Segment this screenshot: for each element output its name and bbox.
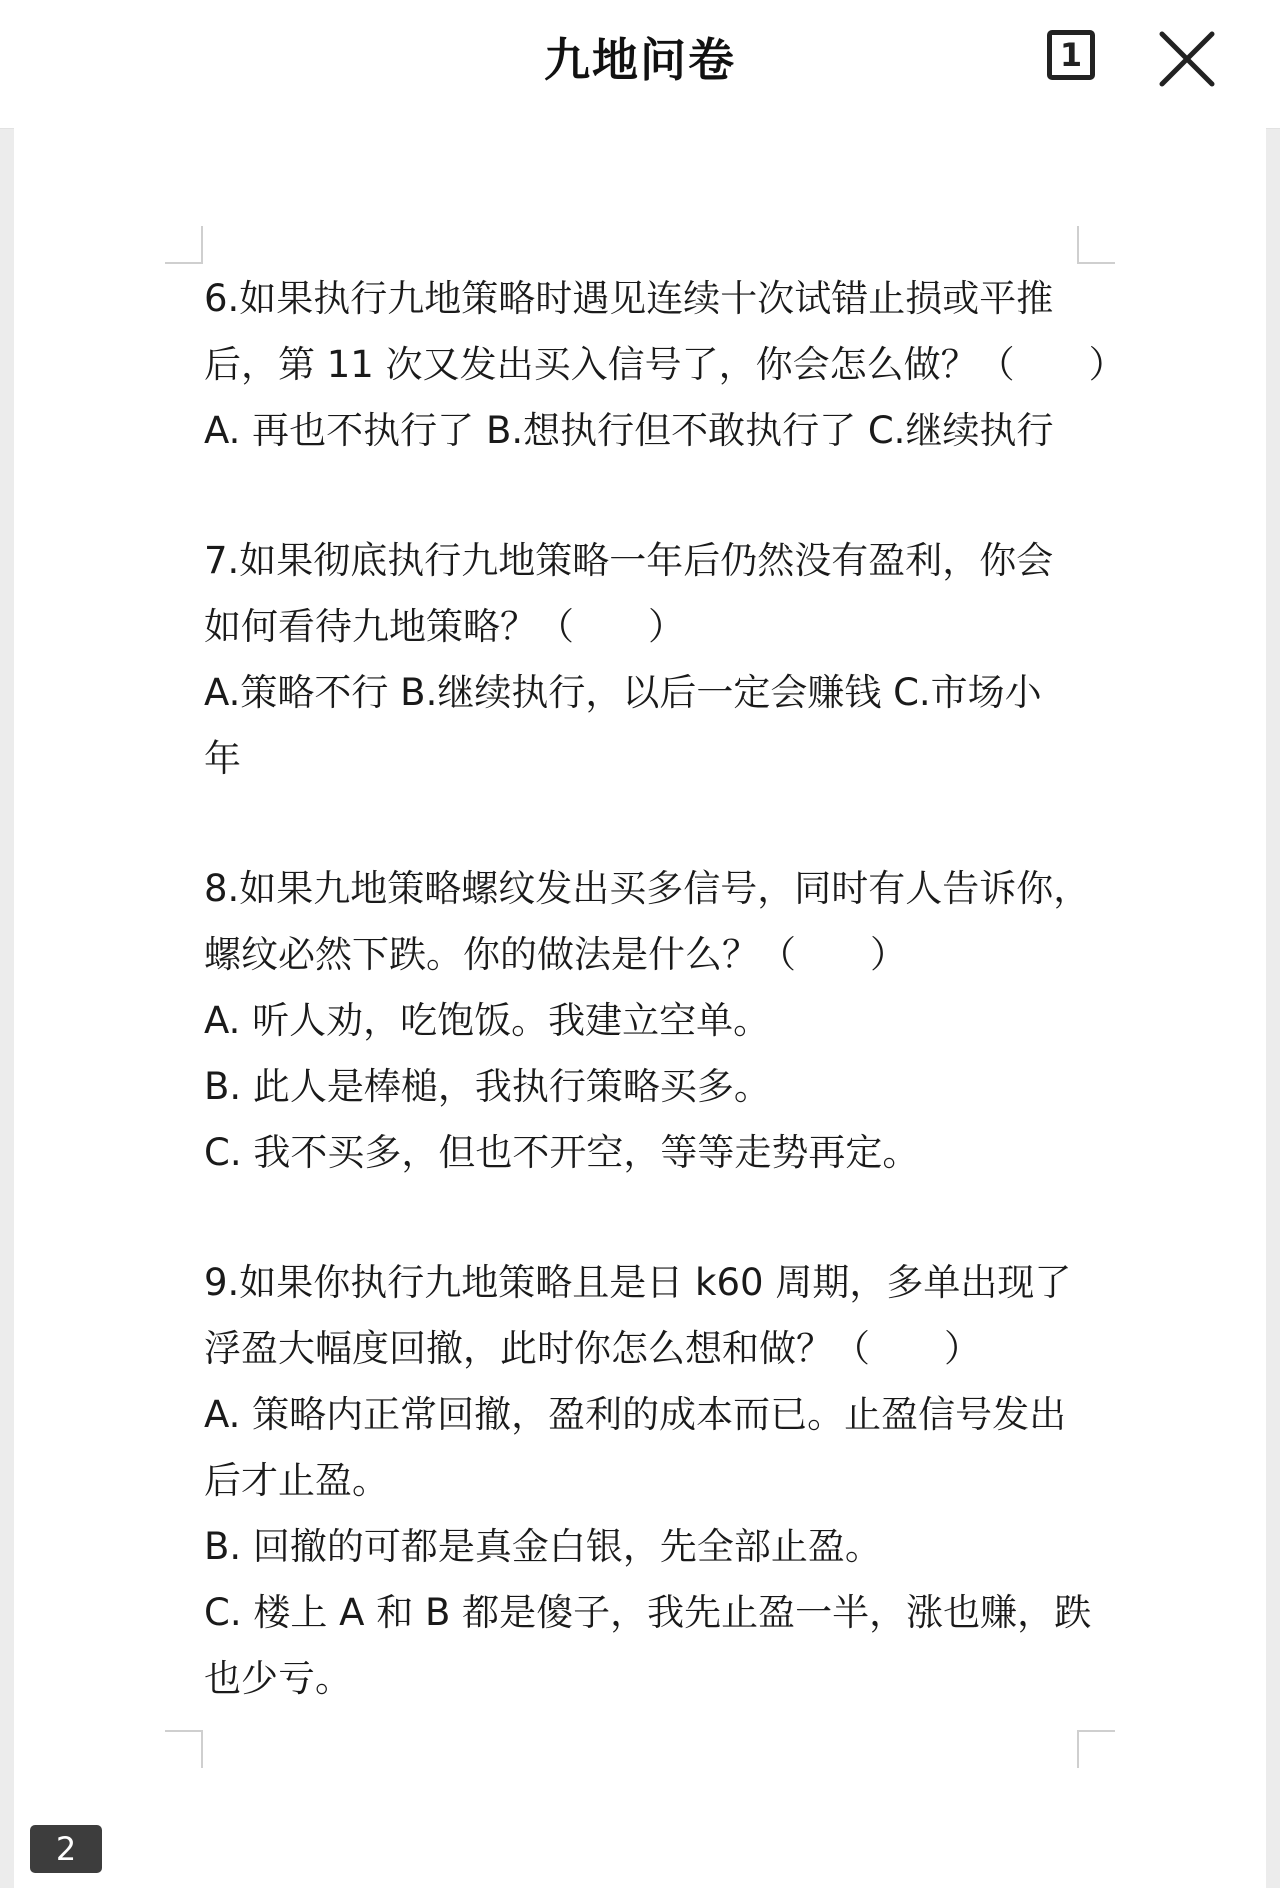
page-number-badge: 2 (30, 1825, 102, 1873)
crop-mark-top-left (165, 226, 203, 264)
question-text: 螺纹必然下跌。你的做法是什么？（ ） (204, 933, 907, 976)
question-text: 后，第 11 次又发出买入信号了，你会怎么做？（ ） (204, 343, 1126, 386)
question-9 (204, 1250, 1104, 1712)
answer-option-b: B. 回撤的可都是真金白银，先全部止盈。 (204, 1525, 882, 1568)
answer-option-b: B. 此人是棒槌，我执行策略买多。 (204, 1065, 771, 1108)
answer-option-a: 后才止盈。 (204, 1459, 389, 1502)
question-7 (204, 528, 1104, 792)
page-title: 九地问卷 (544, 33, 736, 87)
question-8 (204, 856, 1104, 1186)
top-bar (0, 0, 1280, 129)
question-list (204, 266, 1126, 1712)
answer-options: 年 (204, 737, 241, 780)
question-text: 6.如果执行九地策略时遇见连续十次试错止损或平推 (204, 277, 1054, 320)
answer-option-c: C. 我不买多，但也不开空，等等走势再定。 (204, 1131, 920, 1174)
answer-options: A. 再也不执行了 B.想执行但不敢执行了 C.继续执行 (204, 409, 1054, 452)
answer-option-c: 也少亏。 (204, 1657, 352, 1700)
page-count-button[interactable]: 1 (1047, 30, 1095, 80)
question-text: 7.如果彻底执行九地策略一年后仍然没有盈利，你会 (204, 539, 1054, 582)
crop-mark-bottom-left (165, 1730, 203, 1768)
question-text: 如何看待九地策略？（ ） (204, 605, 685, 648)
answer-option-a: A. 策略内正常回撤，盈利的成本而已。止盈信号发出 (204, 1393, 1067, 1436)
question-6 (204, 266, 1126, 464)
question-text: 9.如果你执行九地策略且是日 k60 周期，多单出现了 (204, 1261, 1072, 1304)
answer-option-a: A. 听人劝，吃饱饭。我建立空单。 (204, 999, 771, 1042)
document-page (14, 128, 1266, 1888)
question-text: 浮盈大幅度回撤，此时你怎么想和做？（ ） (204, 1327, 981, 1370)
close-icon[interactable] (1156, 28, 1218, 90)
question-text: 8.如果九地策略螺纹发出买多信号，同时有人告诉你， (204, 867, 1091, 910)
answer-options: A.策略不行 B.继续执行，以后一定会赚钱 C.市场小 (204, 671, 1042, 714)
crop-mark-top-right (1077, 226, 1115, 264)
crop-mark-bottom-right (1077, 1730, 1115, 1768)
answer-option-c: C. 楼上 A 和 B 都是傻子，我先止盈一半，涨也赚，跌 (204, 1591, 1092, 1634)
